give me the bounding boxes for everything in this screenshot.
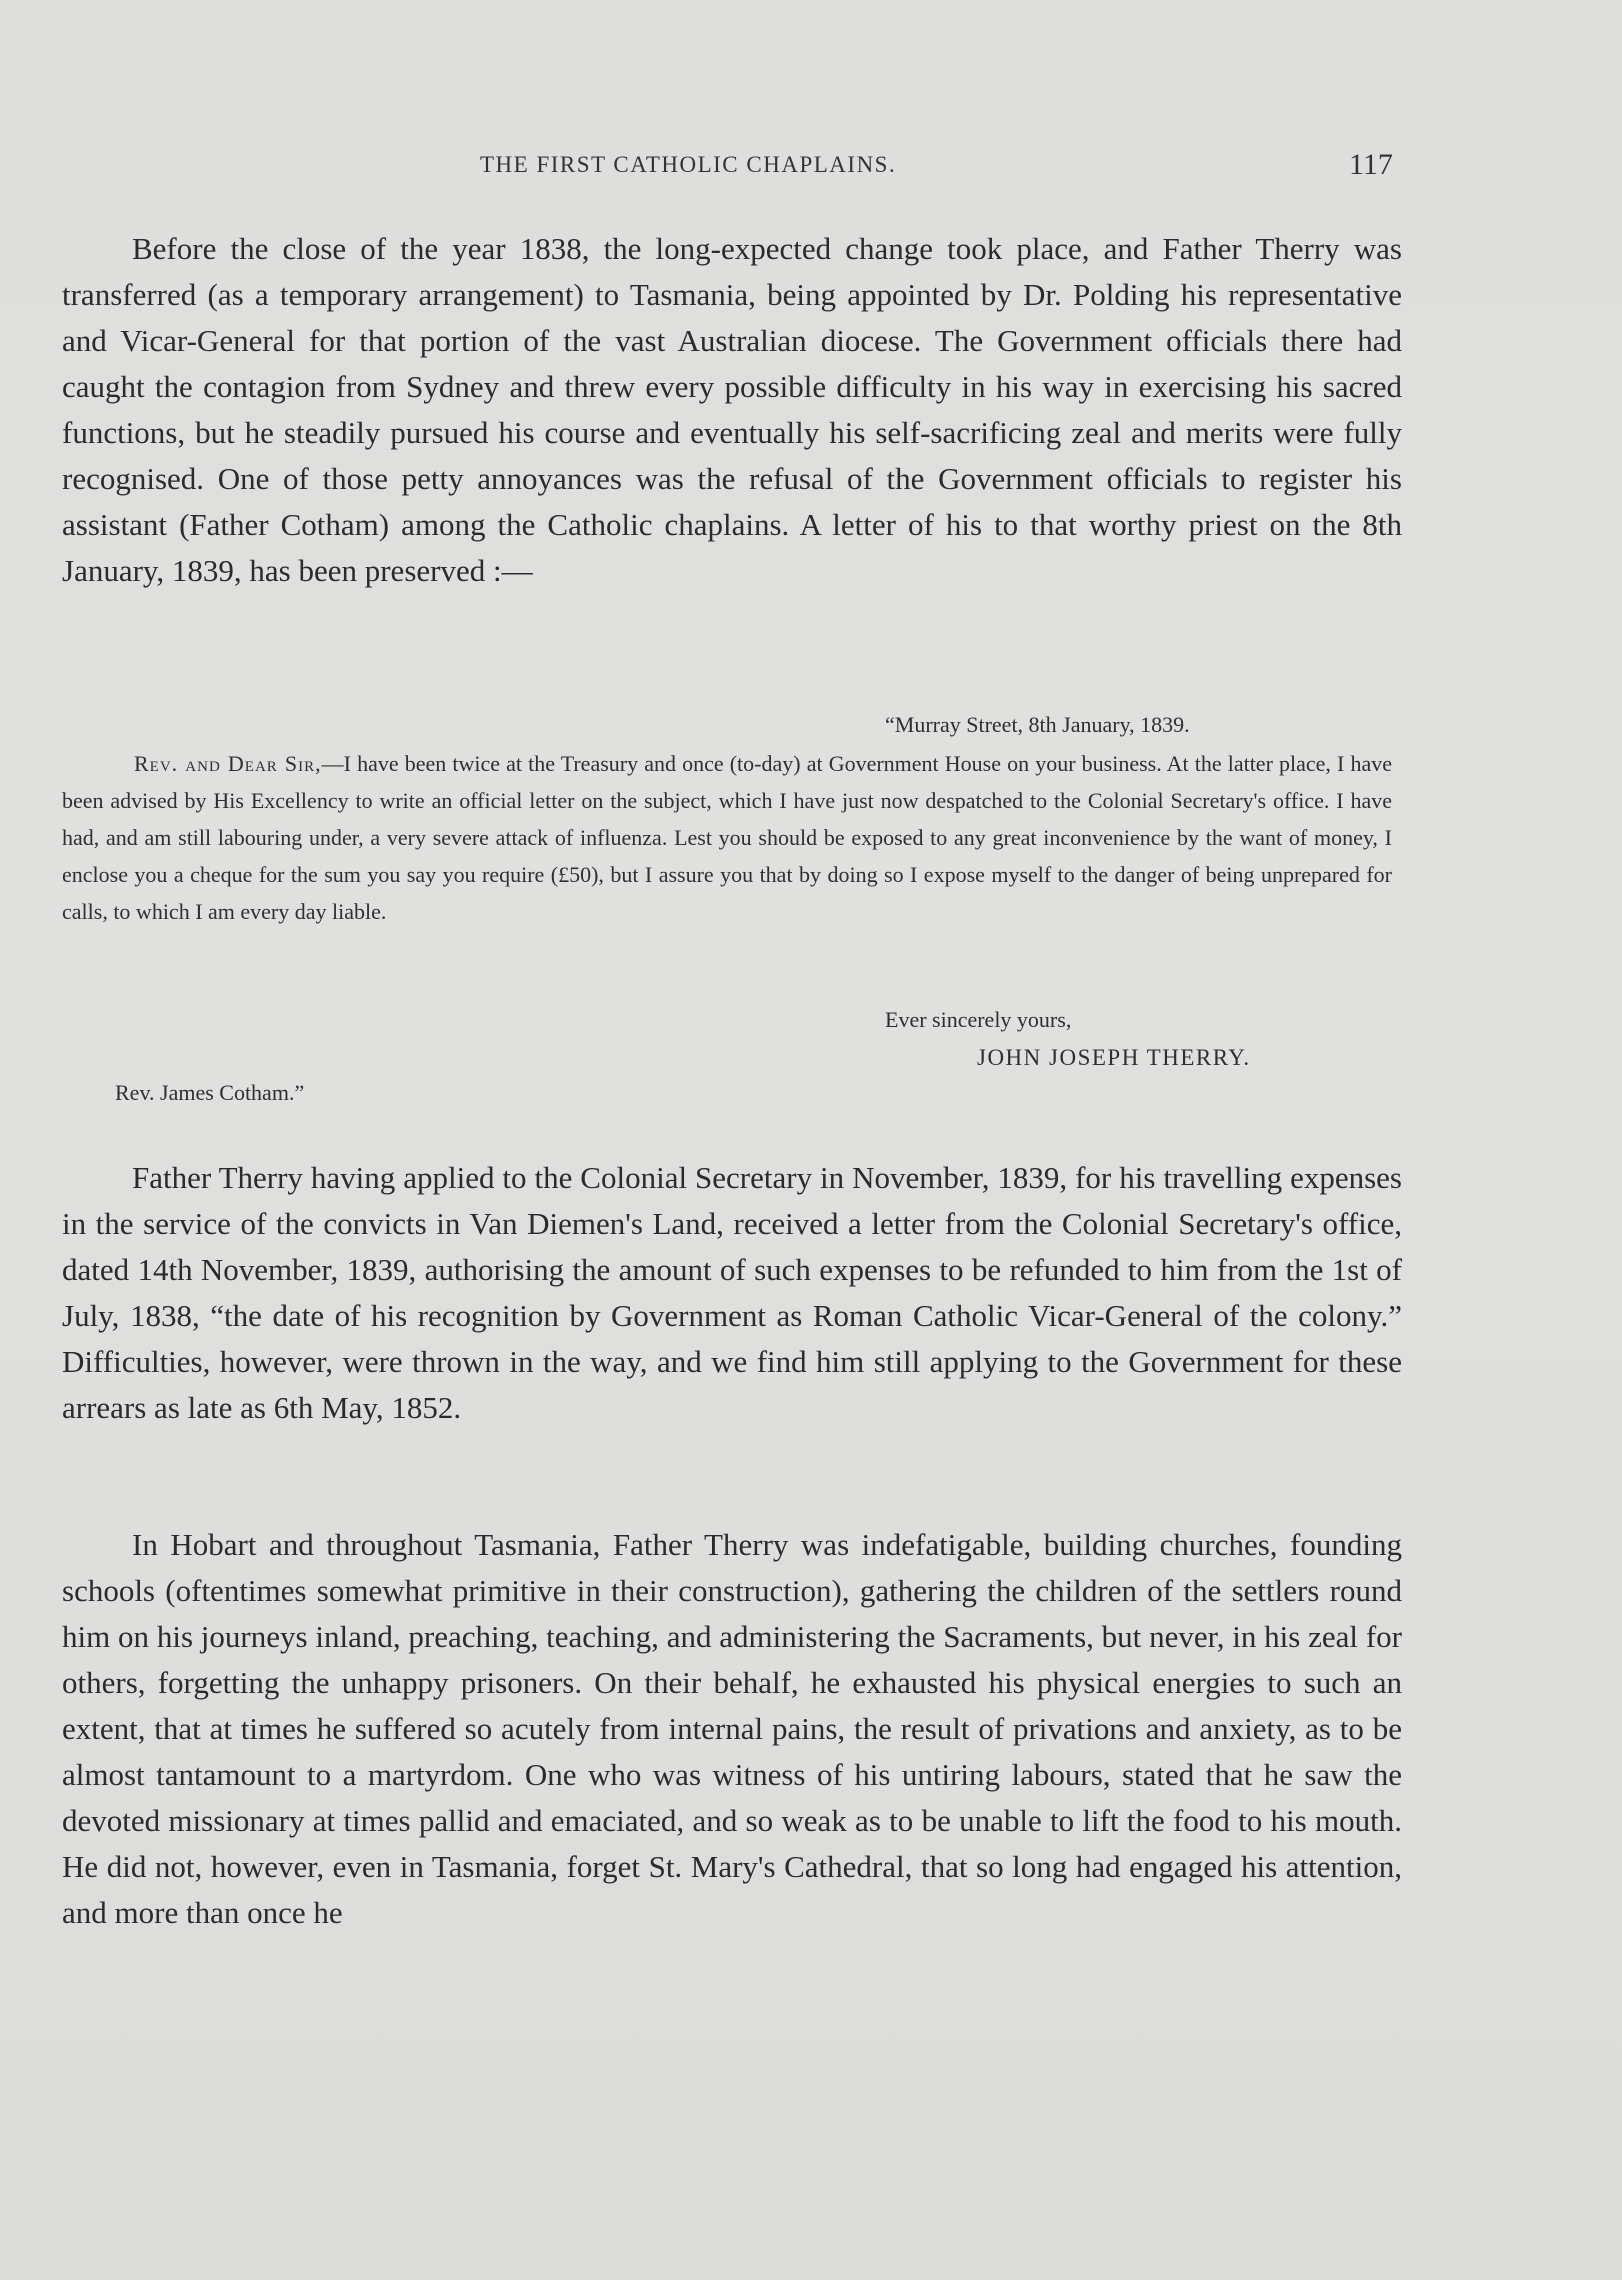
paragraph-travel [62,1155,1402,1431]
paragraph-travel-text: Father Therry having applied to the Colonial Secretary in November, 1839, for his travelling expenses in the service of the convicts in Van Diemen's Land, received a letter from the Colonial Secretary's office, dated 14th November, 1839, authorising the amount of such expenses to be refunded to him from the 1st of July, 1838, “the date of his recognition by Government as Roman Catholic Vicar-General of the colony.” Difficulties, however, were thrown in the way, and we find him still applying to the Government for these arrears as late as 6th May, 1852. [62,1160,1402,1425]
letter-body [62,745,1392,930]
letter-place-date: “Murray Street, 8th January, 1839. [885,712,1190,737]
paragraph-hobart [62,1522,1402,1936]
letter-signature: JOHN JOSEPH THERRY. [977,1045,1251,1070]
letter-paragraph [62,745,1392,930]
paragraph-hobart-text: In Hobart and throughout Tasmania, Father Therry was indefatigable, building churches, founding schools (oftentimes somewhat primitive in their construction), gathering the children of the settlers round him on his journeys inland, preaching, teaching, and administering the Sacraments, but never, in his zeal for others, forgetting the unhappy prisoners. On their behalf, he exhausted his physical energies to such an extent, that at times he suffered so acutely from internal pains, the result of privations and anxiety, as to be almost tantamount to a martyrdom. One who was witness of his untiring labours, stated that he saw the devoted missionary at times pallid and emaciated, and so weak as to be unable to lift the food to his mouth. He did not, however, even in Tasmania, forget St. Mary's Cathedral, that so long had engaged his attention, and more than once he [62,1527,1402,1930]
letter-addressee: Rev. James Cotham.” [115,1080,305,1105]
letter-closing: Ever sincerely yours, [885,1007,1072,1032]
page-number: 117 [1349,148,1393,181]
running-title: THE FIRST CATHOLIC CHAPLAINS. [480,152,897,177]
letter-salutation: Rev. and Dear Sir, [134,751,322,776]
paragraph-intro [62,226,1402,594]
paragraph-intro-text: Before the close of the year 1838, the long-expected change took place, and Father Therry was transferred (as a temporary arrangement) to Tasmania, being appointed by Dr. Polding his representative and Vicar-General for that portion of the vast Australian diocese. The Government officials there had caught the contagion from Sydney and threw every possible difficulty in his way in exercising his sacred functions, but he steadily pursued his course and eventually his self-sacrificing zeal and merits were fully recognised. One of those petty annoyances was the refusal of the Government officials to register his assistant (Father Cotham) among the Catholic chaplains. A letter of his to that worthy priest on the 8th January, 1839, has been preserved :— [62,231,1402,588]
letter-body-text: —I have been twice at the Treasury and once (to-day) at Government House on your business. At the latter place, I have been advised by His Excellency to write an official letter on the subject, which I have just now despatched to the Colonial Secretary's office. I have had, and am still labouring under, a very severe attack of influenza. Lest you should be exposed to any great inconvenience by the want of money, I enclose you a cheque for the sum you say you require (£50), but I assure you that by doing so I expose myself to the danger of being unprepared for calls, to which I am every day liable. [62,751,1392,924]
